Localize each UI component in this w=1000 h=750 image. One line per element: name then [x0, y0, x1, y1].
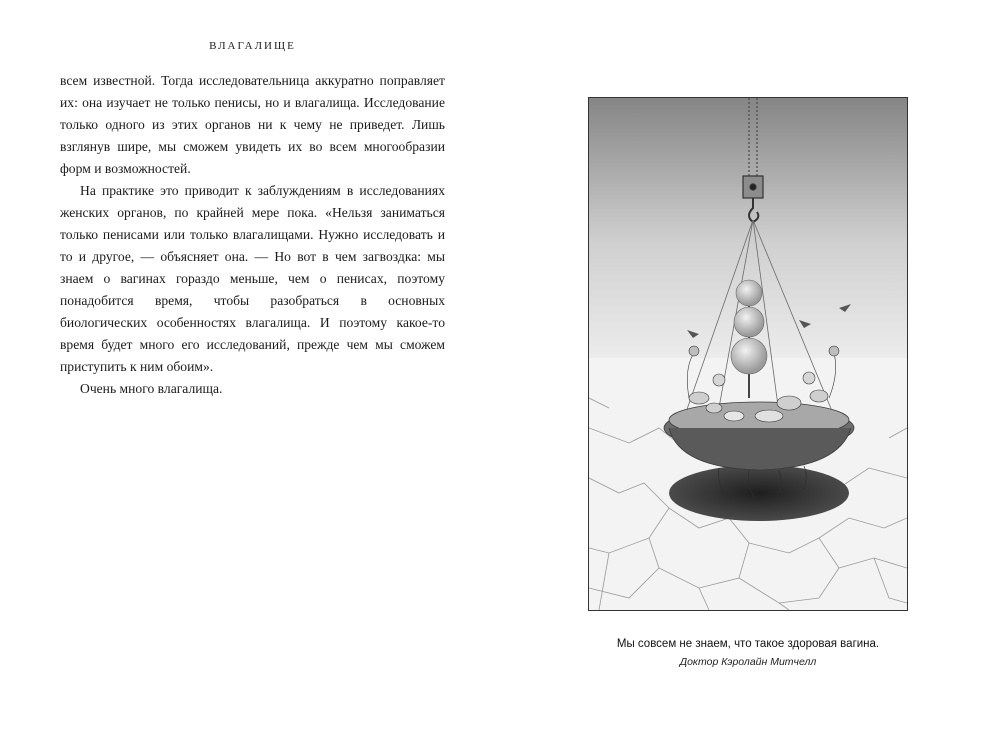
- right-page: [500, 0, 1000, 750]
- ground-hole: [669, 465, 849, 521]
- caption-quote: Мы совсем не знаем, что такое здоровая вагина.: [616, 638, 880, 650]
- hanging-basket-illustration: [589, 98, 907, 610]
- caption: [588, 636, 908, 670]
- paragraph-3: Очень много влагалища.: [80, 381, 223, 396]
- running-head: ВЛАГАЛИЩЕ: [209, 40, 296, 52]
- caption-attribution: Доктор Кэролайн Митчелл: [679, 656, 817, 668]
- body-text: [60, 70, 445, 400]
- paragraph-1: всем известной. Тогда исследовательница аккуратно поправляет их: она изучает не только пенисы, но и влагалища. Исследование только одного из этих органов ни к чему не приведет. Лишь взглянув шире, мы сможем увидеть их во всем многообразии форм и возможностей.: [60, 73, 445, 176]
- illustration-frame: [588, 97, 908, 611]
- paragraph-2: На практике это приводит к заблуждениям в исследованиях женских органов, по крайней мере пока. «Нельзя заниматься только пенисами или только влагалищами. Нужно исследовать и то и другое, — объясняет она. — Но вот в чем загвоздка: мы знаем о вагинах гораздо меньше, чем о пенисах, поэтому понадобится время, чтобы разобраться в основных биологических особенностях влагалища. И поэтому какое-то время будет много его исследований, прежде чем мы сможем приступить к ним обоим».: [60, 183, 445, 374]
